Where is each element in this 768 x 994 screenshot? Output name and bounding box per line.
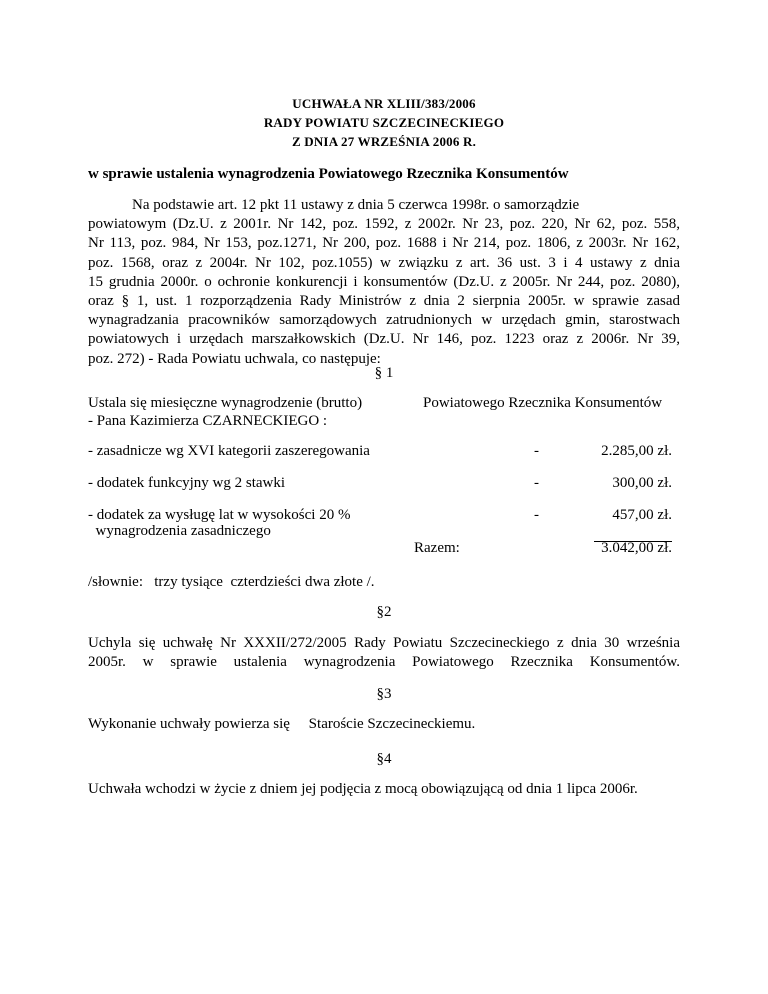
council-name: RADY POWIATU SZCZECINECKIEGO [263, 115, 505, 130]
salary-recipient: - Pana Kazimierza CZARNECKIEGO : [88, 413, 328, 429]
preamble-line: Nr 113, poz. 984, Nr 153, poz.1271, Nr 200, poz. 1688 i Nr 214, poz. 1806, z 2003r. Nr 162, [88, 235, 680, 252]
preamble [88, 196, 680, 369]
salary-position: Powiatowego Rzecznika Konsumentów [423, 395, 663, 411]
salary-item-seniority-amount: 457,00 zł. [612, 507, 672, 523]
preamble-line: powiatowych i urzędach marszałkowskich (Dz.U. Nr 146, poz. 1223 oraz z 2006r. Nr 39, [88, 331, 680, 348]
preamble-line: Na podstawie art. 12 pkt 11 ustawy z dnia 5 czerwca 1998r. o samorządzie [132, 197, 580, 213]
salary-item-base-label: - zasadnicze wg XVI kategorii zaszeregowania [88, 443, 370, 459]
preamble-line: poz. 272) - Rada Powiatu uchwala, co następuje: [88, 350, 381, 367]
salary-intro: Ustala się miesięczne wynagrodzenie (brutto) [88, 395, 363, 411]
section-2-line: Uchyla się uchwałę Nr XXXII/272/2005 Rady Powiatu Szczecineckiego z dnia 30 września [88, 635, 680, 651]
preamble-line: powiatowym (Dz.U. z 2001r. Nr 142, poz. 1592, z 2002r. Nr 23, poz. 220, Nr 62, poz. 558, [88, 216, 680, 233]
section-3-text: Wykonanie uchwały powierza się Staroście Szczecineckiemu. [88, 716, 476, 732]
salary-item-base-dash: - [534, 443, 539, 459]
preamble-line: wynagradzania pracowników samorządowych zatrudnionych w urzędach gmin, starostwach [88, 312, 680, 329]
resolution-number: UCHWAŁA NR XLIII/383/2006 [292, 96, 476, 111]
section-3-heading: §3 [376, 686, 392, 702]
section-1-heading: § 1 [374, 365, 394, 381]
preamble-line: poz. 1568, oraz z 2004r. Nr 102, poz.1055) w związku z art. 36 ust. 3 i 4 ustawy z dnia [88, 254, 680, 271]
salary-item-base-amount: 2.285,00 zł. [601, 443, 672, 459]
section-4-text: Uchwała wchodzi w życie z dniem jej podjęcia z mocą obowiązującą od dnia 1 lipca 2006r. [88, 781, 638, 797]
total-amount: 3.042,00 zł. [601, 540, 672, 556]
salary-item-seniority-dash: - [534, 507, 539, 523]
salary-item-seniority-label-cont: wynagrodzenia zasadniczego [88, 523, 271, 539]
section-2-text [88, 634, 680, 672]
salary-item-seniority-label: - dodatek za wysługę lat w wysokości 20 % [88, 507, 351, 523]
salary-item-function-label: - dodatek funkcyjny wg 2 stawki [88, 475, 286, 491]
salary-item-function-amount: 300,00 zł. [612, 475, 672, 491]
preamble-line: oraz § 1, ust. 1 rozporządzenia Rady Ministrów z dnia 2 sierpnia 2005r. w sprawie zasad [88, 293, 680, 310]
resolution-date: Z DNIA 27 WRZEŚNIA 2006 R. [291, 134, 477, 149]
preamble-line: 15 grudnia 2000r. o ochronie konkurencji i konsumentów (Dz.U. z 2005r. Nr 244, poz. 2080), [88, 273, 680, 290]
total-label: Razem: [414, 540, 460, 556]
amount-in-words: /słownie: trzy tysiące czterdzieści dwa złote /. [88, 574, 375, 590]
section-2-heading: §2 [376, 604, 392, 620]
section-4-heading: §4 [376, 751, 392, 767]
salary-item-function-dash: - [534, 475, 539, 491]
resolution-subject: w sprawie ustalenia wynagrodzenia Powiatowego Rzecznika Konsumentów [88, 166, 569, 182]
section-2-line: 2005r. w sprawie ustalenia wynagrodzenia Powiatowego Rzecznika Konsumentów. [88, 654, 680, 671]
